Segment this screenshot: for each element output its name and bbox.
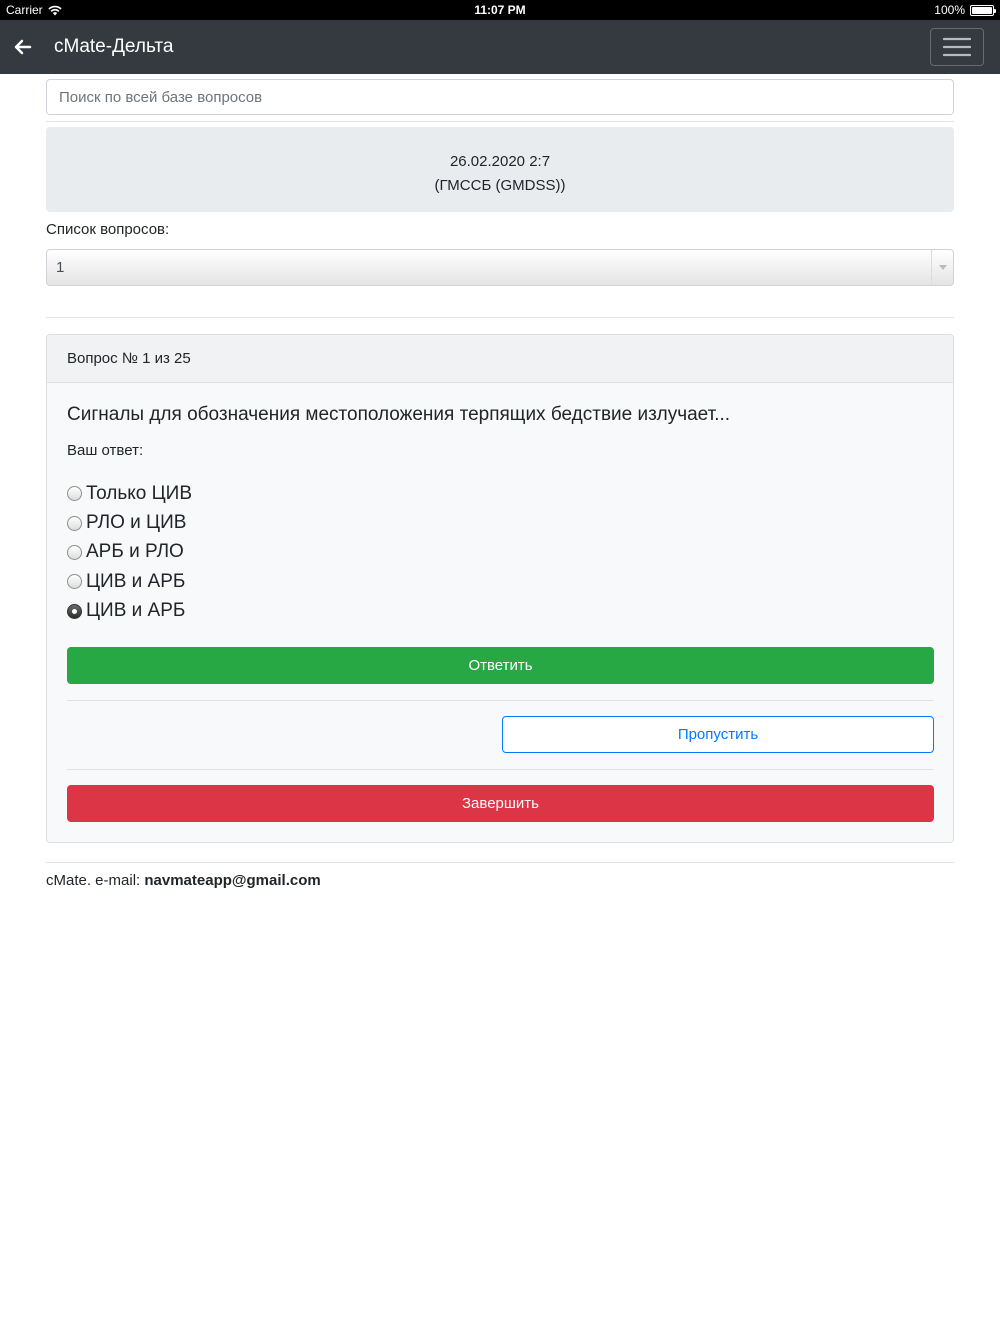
footer-text: cMate. e-mail: xyxy=(46,872,145,889)
search-input[interactable] xyxy=(46,79,954,115)
question-text: Сигналы для обозначения местоположения терпящих бедствие излучает... xyxy=(67,404,731,425)
menu-toggle-button[interactable] xyxy=(930,28,984,66)
answer-option-label: Только ЦИВ xyxy=(86,482,193,504)
test-category: (ГМССБ (GMDSS)) xyxy=(434,177,566,194)
answer-option-label: ЦИВ и АРБ xyxy=(86,600,186,622)
divider xyxy=(46,317,954,318)
radio-button[interactable] xyxy=(67,545,82,560)
answer-label: Ваш ответ: xyxy=(67,442,144,459)
question-select[interactable] xyxy=(46,249,954,286)
battery-icon xyxy=(970,5,994,16)
back-arrow-icon[interactable] xyxy=(12,36,34,58)
divider xyxy=(46,862,954,863)
radio-button[interactable] xyxy=(67,574,82,589)
divider xyxy=(67,700,934,701)
question-counter: Вопрос № 1 из 25 xyxy=(47,335,953,383)
status-bar-right xyxy=(934,3,994,17)
finish-button[interactable]: Завершить xyxy=(67,785,934,822)
answer-option[interactable] xyxy=(67,508,192,537)
answer-option-label: РЛО и ЦИВ xyxy=(86,512,187,534)
answer-options xyxy=(67,479,192,626)
answer-option[interactable] xyxy=(67,597,192,626)
radio-button[interactable] xyxy=(67,486,82,501)
navbar xyxy=(0,20,1000,74)
status-bar xyxy=(0,0,1000,20)
question-select-value: 1 xyxy=(56,259,65,276)
divider xyxy=(46,121,954,122)
radio-button-selected[interactable] xyxy=(67,604,82,619)
answer-option[interactable] xyxy=(67,567,192,596)
carrier-label: Carrier xyxy=(6,3,43,17)
chevron-down-icon xyxy=(939,265,947,270)
footer xyxy=(46,872,954,889)
battery-percent: 100% xyxy=(934,3,965,17)
skip-button[interactable]: Пропустить xyxy=(502,716,934,753)
test-date: 26.02.2020 2:7 xyxy=(449,153,551,170)
test-info-panel xyxy=(46,127,954,212)
answer-button[interactable]: Ответить xyxy=(67,647,934,684)
hamburger-icon xyxy=(943,36,971,58)
select-arrow xyxy=(931,250,953,285)
question-list-label: Список вопросов: xyxy=(46,221,170,238)
answer-option-label: АРБ и РЛО xyxy=(86,541,184,563)
divider xyxy=(67,769,934,770)
app-title: сMate-Дельта xyxy=(54,36,174,57)
clock: 11:07 PM xyxy=(474,3,526,17)
answer-option[interactable] xyxy=(67,479,192,508)
question-card xyxy=(46,334,954,843)
footer-email[interactable]: navmateapp@gmail.com xyxy=(144,872,321,889)
answer-option-label: ЦИВ и АРБ xyxy=(86,570,186,592)
answer-option[interactable] xyxy=(67,538,192,567)
radio-button[interactable] xyxy=(67,516,82,531)
